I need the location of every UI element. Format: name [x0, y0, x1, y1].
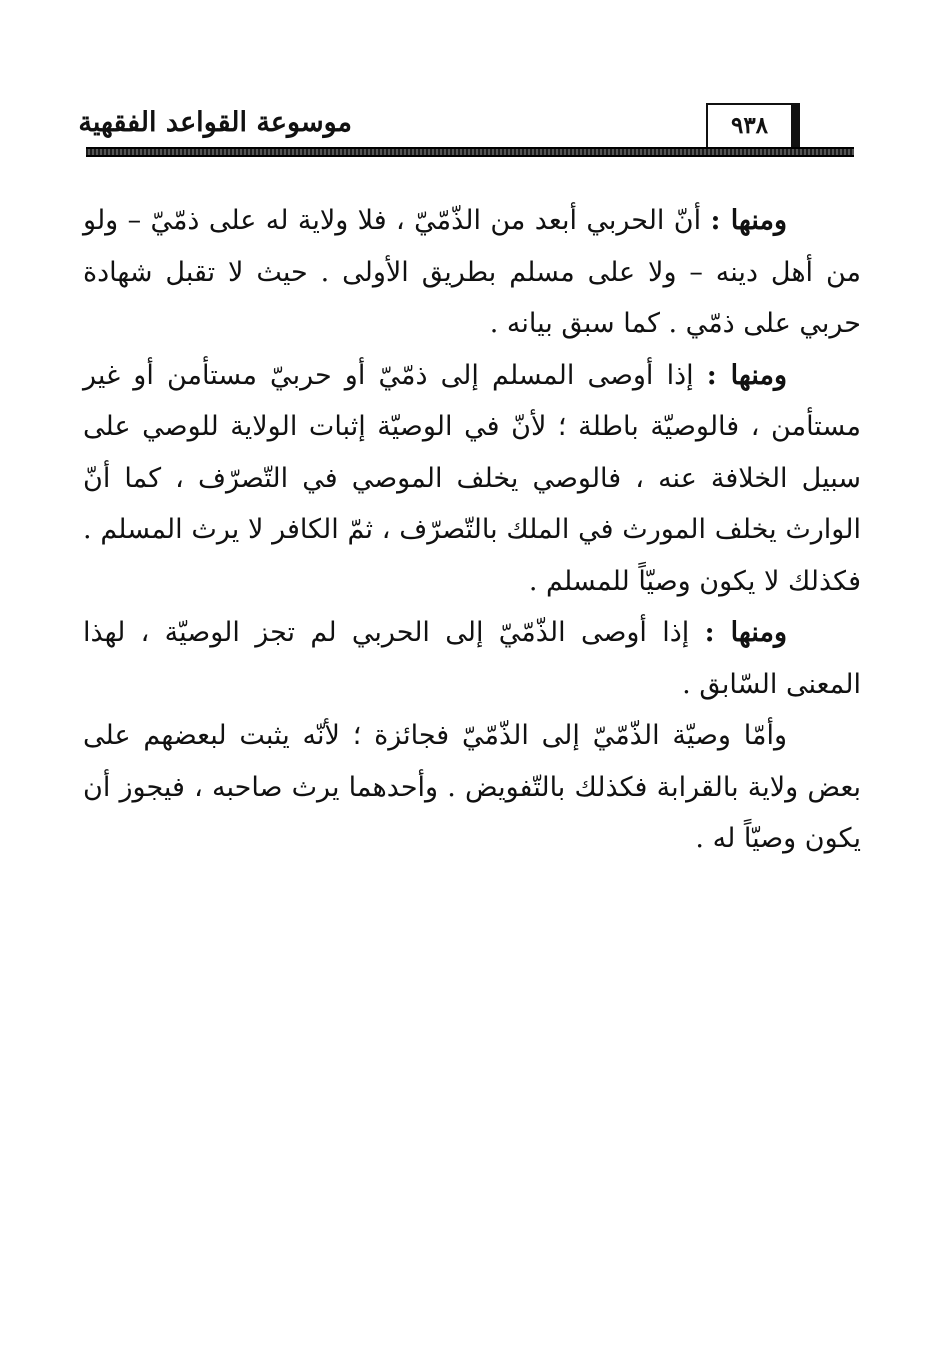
paragraph-text: وأمّا وصيّة الذّمّيّ إلى الذّمّيّ فجائزة ؛ لأنّه يثبت لبعضهم على بعض ولاية بالقرابة فكذلك بالتّفويض . وأحدهما يرث صاحبه ، فيجوز أن يكون وصيّاً له .	[83, 720, 861, 854]
page-header	[78, 103, 854, 155]
paragraph-text: أنّ الحربي أبعد من الذّمّيّ ، فلا ولاية له على ذمّيّ – ولو من أهل دينه – ولا على مسلم بطريق الأولى . حيث لا تقبل شهادة حربي على ذمّي . كما سبق بيانه .	[83, 205, 861, 339]
paragraph-text: إذا أوصى المسلم إلى ذمّيّ أو حربيّ مستأمن أو غير مستأمن ، فالوصيّة باطلة ؛ لأنّ في الوصيّة إثبات الولاية للوصي على سبيل الخلافة عنه ، فالوصي يخلف الموصي في التّصرّف ، كما أنّ الوارث يخلف المورث في الملك بالتّصرّف ، ثمّ الكافر لا يرث المسلم . فكذلك لا يكون وصيّاً للمسلم .	[83, 359, 861, 597]
running-title: موسوعة القواعد الفقهية	[78, 107, 352, 138]
page-number: ٩٣٨	[706, 103, 800, 147]
paragraph-lead: ومنها :	[706, 359, 787, 391]
paragraph-lead: ومنها :	[704, 617, 787, 648]
paragraph-lead: ومنها :	[710, 205, 788, 236]
header-rule	[86, 147, 854, 157]
page-body	[83, 195, 861, 865]
paragraph-1	[83, 195, 861, 350]
paragraph-2	[83, 350, 861, 608]
paragraph-text: إذا أوصى الذّمّيّ إلى الحربي لم تجز الوصيّة ، لهذا المعنى السّابق .	[83, 617, 861, 700]
paragraph-3	[83, 607, 861, 710]
paragraph-4	[83, 710, 861, 865]
